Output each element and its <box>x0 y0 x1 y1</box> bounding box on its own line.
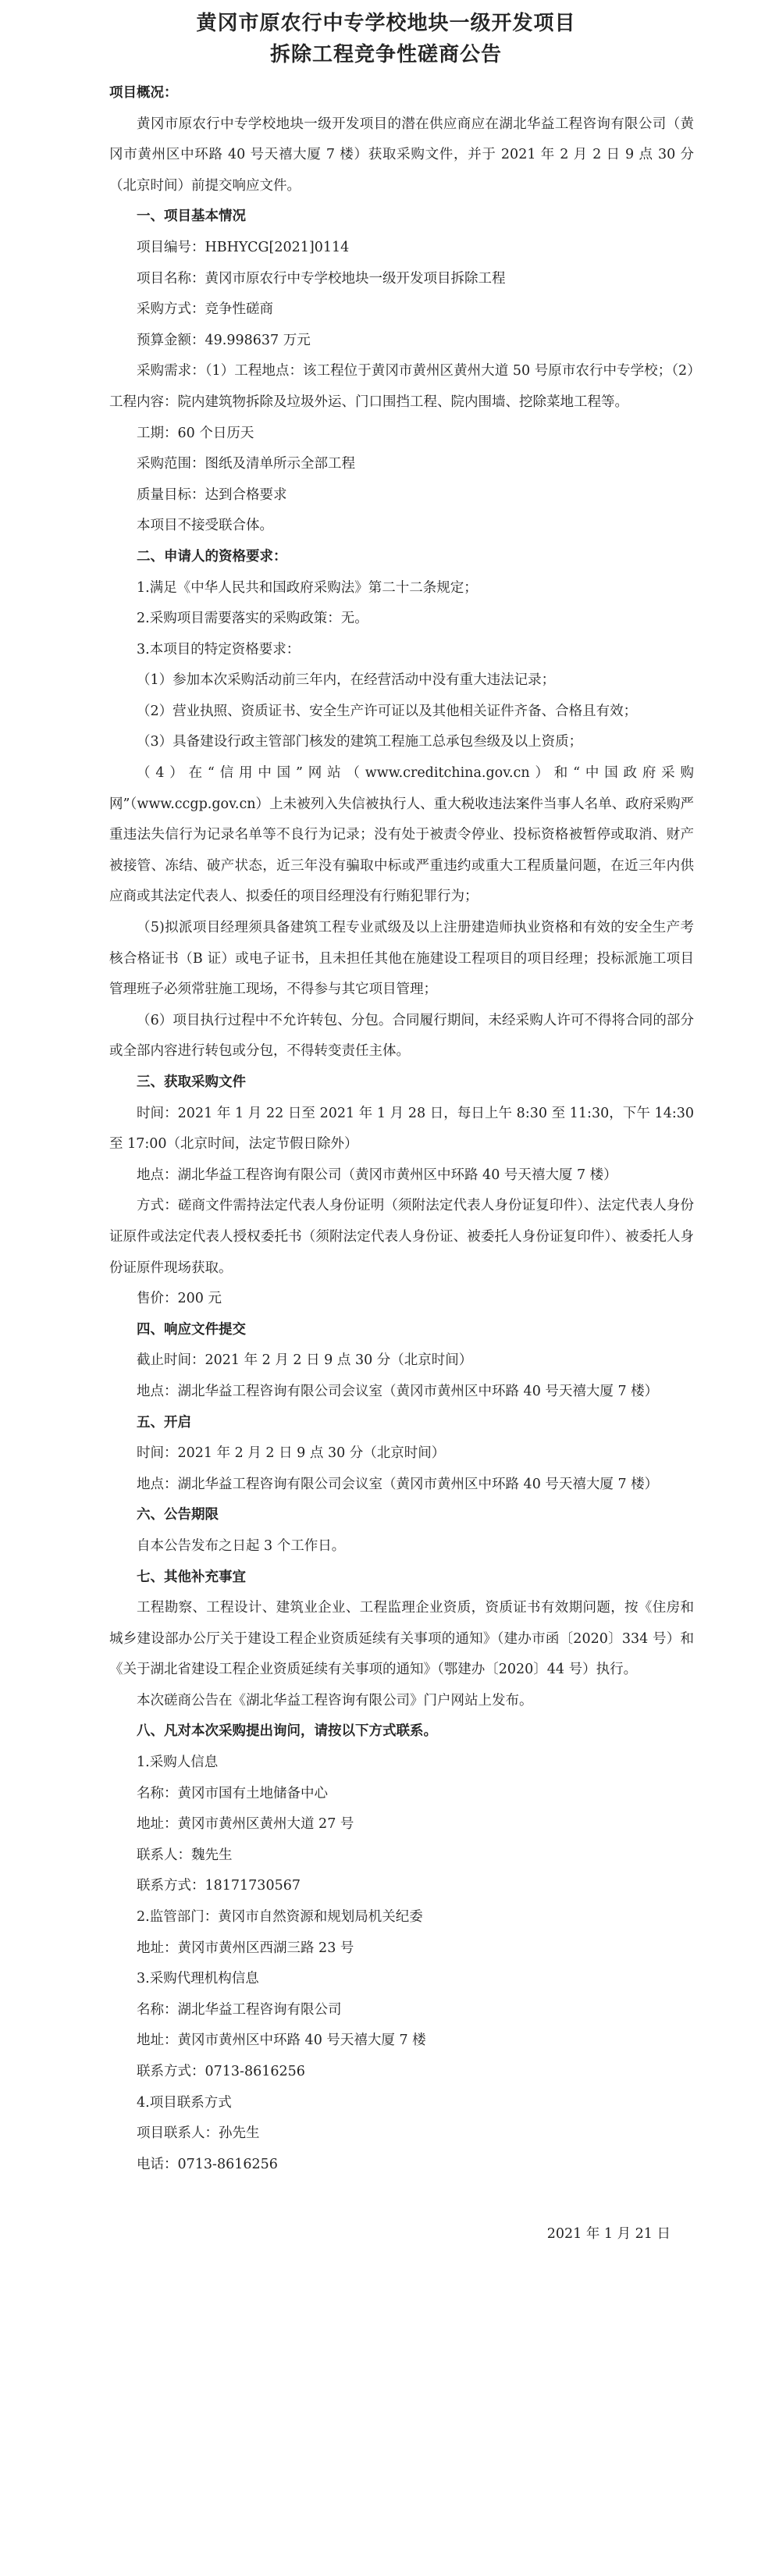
section-2-line: （1）参加本次采购活动前三年内，在经营活动中没有重大违法记录； <box>137 672 556 689</box>
section-2-line: （2）营业执照、资质证书、安全生产许可证以及其他相关证件齐备、合格且有效； <box>137 703 638 719</box>
section-4-line: 截止时间：2021 年 2 月 2 日 9 点 30 分（北京时间） <box>137 1352 473 1369</box>
title-line-1: 黄冈市原农行中专学校地块一级开发项目 <box>196 12 576 35</box>
contact-line: 名称：湖北华益工程咨询有限公司 <box>137 2001 342 2018</box>
contact-line: 名称：黄冈市国有土地储备中心 <box>137 1785 328 1801</box>
section-2-heading: 二、申请人的资格要求： <box>137 548 287 565</box>
contact-line: 3.采购代理机构信息 <box>137 1971 259 1987</box>
section-1-line: 质量目标：达到合格要求 <box>137 486 287 503</box>
section-3-line: 售价：200 元 <box>137 1291 222 1307</box>
section-3-heading: 三、获取采购文件 <box>137 1074 246 1090</box>
section-1-line: 项目编号：HBHYCG[2021]0114 <box>137 239 350 255</box>
section-6-line: 自本公告发布之日起 3 个工作日。 <box>137 1537 346 1554</box>
section-2-line: 3.本项目的特定资格要求： <box>137 641 301 657</box>
section-1-line: 采购范围：图纸及清单所示全部工程 <box>137 456 355 472</box>
section-5-line: 地点：湖北华益工程咨询有限公司会议室（黄冈市黄州区中环路 40 号天禧大厦 7 楼） <box>137 1476 659 1492</box>
section-2-line: （4）在“信用中国”网站（www.creditchina.gov.cn）和“中国政府采购网”（www.ccgp.gov.cn）上未被列入失信被执行人、重大税收违法案件当事人名单、政府采购严重违法失信行为记录名单等不良行为记录；没有处于被责令停业、投标资格被暂停或取消、财产被接管、冻结、破产状态，近三年没有骗取中标或严重违约或重大工程质量问题，在近三年内供应商或其法定代表人、拟委任的项目经理没有行贿犯罪行为； <box>109 765 694 905</box>
contact-line: 电话：0713-8616256 <box>137 2156 278 2172</box>
document-body <box>109 78 694 2250</box>
section-8-heading: 八、凡对本次采购提出询问，请按以下方式联系。 <box>137 1723 437 1740</box>
section-1-line: 采购方式：竞争性磋商 <box>137 301 273 318</box>
contact-line: 地址：黄冈市黄州区西湖三路 23 号 <box>137 1940 354 1956</box>
title-line-2: 拆除工程竞争性磋商公告 <box>269 43 502 66</box>
contact-line: 联系方式：0713-8616256 <box>137 2064 305 2079</box>
section-3-line: 方式：磋商文件需持法定代表人身份证明（须附法定代表人身份证复印件）、法定代表人身份证原件或法定代表人授权委托书（须附法定代表人身份证、被委托人身份证复印件）、被委托人身份证原件现场获取。 <box>109 1198 694 1276</box>
section-2-line: 2.采购项目需要落实的采购政策：无。 <box>137 611 368 627</box>
section-2-line: （3）具备建设行政主管部门核发的建筑工程施工总承包叁级及以上资质； <box>137 734 583 750</box>
section-2-line: 1.满足《中华人民共和国政府采购法》第二十二条规定； <box>137 579 478 596</box>
section-5-line: 时间：2021 年 2 月 2 日 9 点 30 分（北京时间） <box>137 1445 446 1462</box>
section-1-line: 项目名称：黄冈市原农行中专学校地块一级开发项目拆除工程 <box>137 270 506 287</box>
section-1-line: 预算金额：49.998637 万元 <box>137 332 311 348</box>
contact-line: 地址：黄冈市黄州区黄州大道 27 号 <box>137 1816 354 1833</box>
overview-label: 项目概况： <box>109 85 178 101</box>
section-1-heading: 一、项目基本情况 <box>137 208 246 225</box>
contact-line: 联系人：魏先生 <box>137 1847 233 1863</box>
title-block <box>109 5 694 78</box>
section-7-line: 本次磋商公告在《湖北华益工程咨询有限公司》门户网站上发布。 <box>137 1692 533 1708</box>
section-4-heading: 四、响应文件提交 <box>137 1321 246 1338</box>
section-3-line: 地点：湖北华益工程咨询有限公司（黄冈市黄州区中环路 40 号天禧大厦 7 楼） <box>137 1167 617 1183</box>
section-2-line: （6）项目执行过程中不允许转包、分包。合同履行期间，未经采购人许可不得将合同的部分或全部内容进行转包或分包，不得转变责任主体。 <box>109 1012 694 1060</box>
contact-line: 2.监管部门：黄冈市自然资源和规划局机关纪委 <box>137 1909 423 1926</box>
section-7-heading: 七、其他补充事宜 <box>137 1569 246 1585</box>
issue-date: 2021 年 1 月 21 日 <box>546 2226 671 2243</box>
overview-text: 黄冈市原农行中专学校地块一级开发项目的潜在供应商应在湖北华益工程咨询有限公司（黄冈市黄州区中环路 40 号天禧大厦 7 楼）获取采购文件，并于 2021 年 2 月 2 日 9 点 30 分（北京时间）前提交响应文件。 <box>109 116 694 194</box>
section-2-line: （5)拟派项目经理须具备建筑工程专业贰级及以上注册建造师执业资格和有效的安全生产考核合格证书（B 证）或电子证书，且未担任其他在施建设工程项目的项目经理；投标派施工项目管理班子必须常驻施工现场，不得参与其它项目管理； <box>109 920 694 998</box>
section-1-line: 工期：60 个日历天 <box>137 425 254 441</box>
section-7-line: 工程勘察、工程设计、建筑业企业、工程监理企业资质，资质证书有效期问题，按《住房和城乡建设部办公厅关于建设工程企业资质延续有关事项的通知》（建办市函〔2020〕334 号）和《关于湖北省建设工程企业资质延续有关事项的通知》（鄂建办〔2020〕44 号）执行。 <box>109 1600 694 1678</box>
section-4-line: 地点：湖北华益工程咨询有限公司会议室（黄冈市黄州区中环路 40 号天禧大厦 7 楼） <box>137 1383 659 1399</box>
contact-line: 4.项目联系方式 <box>137 2094 232 2111</box>
contact-line: 地址：黄冈市黄州区中环路 40 号天禧大厦 7 楼 <box>137 2033 426 2049</box>
section-3-line: 时间：2021 年 1 月 22 日至 2021 年 1 月 28 日，每日上午 8:30 至 11:30，下午 14:30 至 17:00（北京时间，法定节假日除外） <box>109 1105 694 1153</box>
section-1-line: 本项目不接受联合体。 <box>137 518 273 534</box>
contact-line: 项目联系人：孙先生 <box>137 2125 260 2142</box>
section-5-heading: 五、开启 <box>137 1414 191 1431</box>
contact-line: 联系方式：18171730567 <box>137 1878 301 1894</box>
contact-line: 1.采购人信息 <box>137 1755 219 1771</box>
section-6-heading: 六、公告期限 <box>137 1507 219 1523</box>
section-1-line: 采购需求：（1）工程地点：该工程位于黄冈市黄州区黄州大道 50 号原市农行中专学校；（2）工程内容：院内建筑物拆除及垃圾外运、门口围挡工程、院内围墙、挖除菜地工程等。 <box>109 363 694 410</box>
